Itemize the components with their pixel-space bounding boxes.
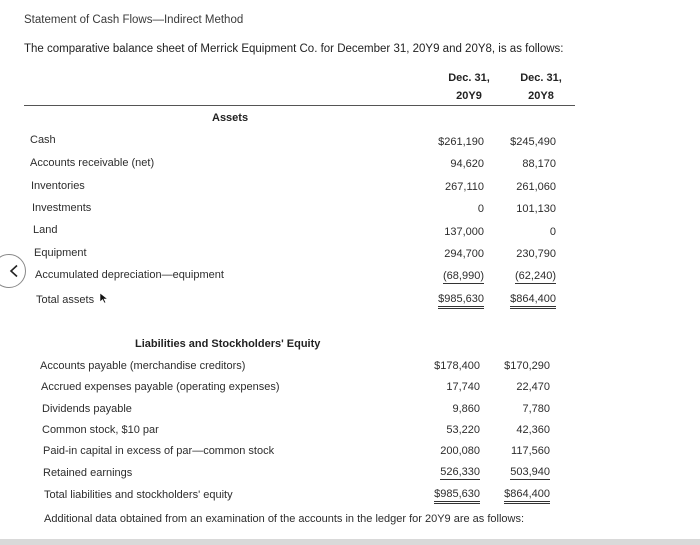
bottom-divider bbox=[0, 539, 700, 545]
liability-value-20y9: $178,400 bbox=[434, 360, 480, 372]
liability-value-20y8: 42,360 bbox=[516, 424, 550, 436]
total-liabilities-20y8: $864,400 bbox=[504, 488, 550, 504]
additional-data-note: Additional data obtained from an examination of the accounts in the ledger for 20Y9 are as follows: bbox=[44, 513, 525, 525]
liability-label: Dividends payable bbox=[42, 403, 132, 415]
asset-value-20y9: 94,620 bbox=[450, 158, 484, 170]
liability-value-20y9: 200,080 bbox=[440, 445, 480, 457]
asset-value-20y8: 230,790 bbox=[516, 248, 556, 260]
column-header-line2: 20Y9 bbox=[456, 90, 482, 102]
asset-value-20y9: 267,110 bbox=[445, 181, 484, 193]
total-liabilities-label: Total liabilities and stockholders' equity bbox=[44, 489, 233, 501]
header-divider bbox=[24, 105, 575, 106]
total-assets-20y9: $985,630 bbox=[438, 293, 484, 309]
asset-value-20y8: 88,170 bbox=[522, 158, 556, 170]
assets-heading: Assets bbox=[212, 112, 249, 124]
column-header-line2: 20Y8 bbox=[528, 90, 554, 102]
liability-label: Paid-in capital in excess of par—common stock bbox=[43, 445, 275, 457]
liability-value-20y9: 9,860 bbox=[452, 403, 480, 415]
asset-value-20y8: $245,490 bbox=[510, 136, 556, 148]
liability-label: Accounts payable (merchandise creditors) bbox=[40, 360, 246, 372]
mouse-pointer-icon bbox=[99, 292, 109, 304]
asset-label: Land bbox=[33, 224, 58, 236]
chevron-left-icon bbox=[8, 264, 20, 278]
asset-value-20y9: 0 bbox=[477, 203, 484, 215]
column-header-20y8 bbox=[510, 69, 572, 105]
liability-value-20y8: 503,940 bbox=[510, 466, 550, 478]
intro-text: The comparative balance sheet of Merrick Equipment Co. for December 31, 20Y9 and 20Y8, is as follows: bbox=[24, 43, 564, 55]
total-liabilities-20y9: $985,630 bbox=[434, 488, 480, 504]
asset-value-20y9: 294,700 bbox=[444, 248, 484, 260]
asset-value-20y8: (62,240) bbox=[515, 270, 556, 282]
column-header-line1: Dec. 31, bbox=[448, 72, 490, 84]
liability-value-20y9: 526,330 bbox=[440, 466, 480, 478]
asset-label: Equipment bbox=[34, 247, 87, 259]
liability-value-20y8: 7,780 bbox=[522, 403, 550, 415]
asset-value-20y8: 261,060 bbox=[516, 181, 556, 193]
asset-value-20y8: 101,130 bbox=[516, 203, 556, 215]
total-assets-label bbox=[36, 292, 109, 306]
back-button[interactable] bbox=[0, 254, 26, 288]
liabilities-heading: Liabilities and Stockholders' Equity bbox=[135, 338, 321, 350]
asset-label: Cash bbox=[30, 134, 56, 146]
total-assets-20y8: $864,400 bbox=[510, 293, 556, 309]
asset-label: Accumulated depreciation—equipment bbox=[35, 269, 224, 281]
liability-value-20y8: 22,470 bbox=[516, 381, 550, 393]
asset-label: Inventories bbox=[31, 180, 85, 192]
asset-value-20y9: (68,990) bbox=[443, 270, 484, 282]
asset-label: Accounts receivable (net) bbox=[30, 157, 155, 169]
liability-value-20y8: $170,290 bbox=[504, 360, 550, 372]
total-assets-text: Total assets bbox=[36, 294, 95, 306]
page-title: Statement of Cash Flows—Indirect Method bbox=[24, 14, 244, 26]
liability-label: Common stock, $10 par bbox=[42, 424, 159, 436]
liability-value-20y9: 17,740 bbox=[446, 381, 480, 393]
liability-value-20y9: 53,220 bbox=[446, 424, 480, 436]
asset-value-20y8: 0 bbox=[549, 226, 556, 238]
liability-value-20y8: 117,560 bbox=[511, 445, 550, 457]
asset-value-20y9: $261,190 bbox=[438, 136, 484, 148]
liability-label: Accrued expenses payable (operating expenses) bbox=[41, 381, 280, 393]
asset-label: Investments bbox=[32, 202, 92, 214]
asset-value-20y9: 137,000 bbox=[444, 226, 484, 238]
column-header-line1: Dec. 31, bbox=[520, 72, 562, 84]
column-header-20y9 bbox=[438, 69, 500, 105]
liability-label: Retained earnings bbox=[43, 467, 133, 479]
